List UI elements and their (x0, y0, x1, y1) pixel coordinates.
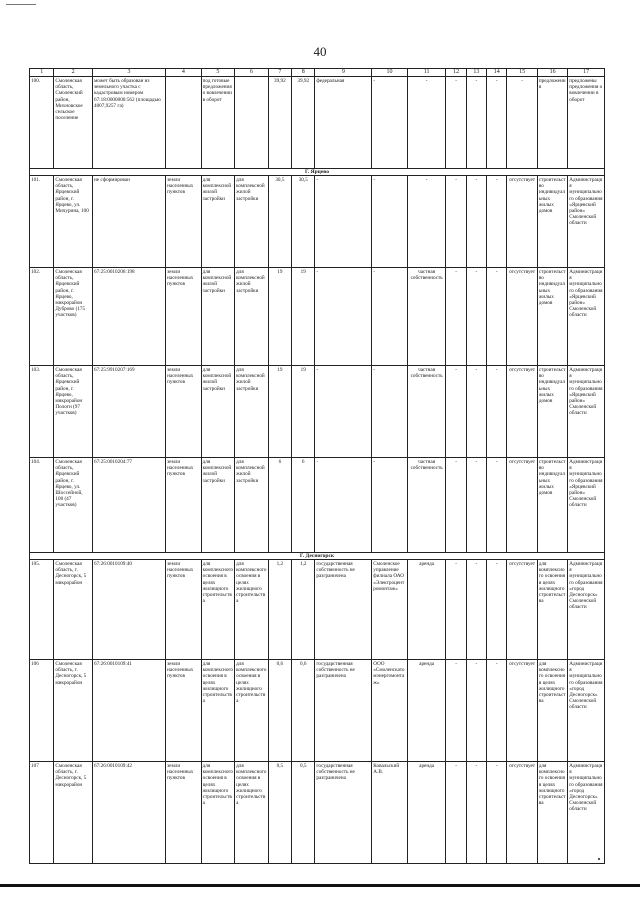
table-cell (166, 77, 202, 169)
table-cell: земли населенных пунктов (166, 366, 202, 458)
table-cell: для комплексного освоения в целях жилищного строительства (235, 560, 269, 660)
column-number-header: 7 (268, 69, 291, 77)
table-cell: 39,92 (292, 77, 315, 169)
table-cell: для комплексного освоения в целях жилищного строительства (537, 762, 567, 864)
table-cell: 39,92 (268, 77, 291, 169)
table-cell: - (487, 560, 507, 660)
column-number-header: 14 (487, 69, 507, 77)
table-cell: Администрация муниципального образования «Ярцевский район» Смоленской области (568, 366, 605, 458)
table-cell: частная собственность (407, 366, 446, 458)
section-heading-row (30, 553, 605, 560)
table-cell: - (407, 176, 446, 268)
column-number-header: 2 (54, 69, 93, 77)
table-cell: 107 (30, 762, 54, 864)
table-cell: для комплексного освоения в целях жилищного строительства (537, 560, 567, 660)
column-number-header: 3 (92, 69, 165, 77)
table-cell: - (372, 268, 408, 366)
table-cell: отсутствует (507, 366, 537, 458)
column-number-header: 10 (372, 69, 408, 77)
table-cell: 6 (292, 458, 315, 553)
table-cell: - (487, 77, 507, 169)
table-cell: 19 (292, 366, 315, 458)
table-cell: Смоленская область, г. Десногорск, 5 микрорайон (54, 762, 93, 864)
table-cell: - (446, 762, 466, 864)
table-cell: частная собственность (407, 268, 446, 366)
table-cell: федеральная (315, 77, 372, 169)
column-number-header: 16 (537, 69, 567, 77)
table-cell: для комплексной жилой застройки (235, 458, 269, 553)
table-cell (235, 77, 269, 169)
table-cell: для комплексной жилой застройки (235, 176, 269, 268)
table-cell: - (466, 77, 486, 169)
table-cell: предложены предложения о вовлечении в оборот (568, 77, 605, 169)
table-cell: - (446, 176, 466, 268)
table-cell: - (466, 268, 486, 366)
table-cell: Администрация муниципального образования «Ярцевский район» Смоленской области (568, 458, 605, 553)
table-cell: для комплексной жилой застройки (201, 458, 235, 553)
table-cell: земли населенных пунктов (166, 560, 202, 660)
table-cell: 105. (30, 560, 54, 660)
table-cell: Администрация муниципального образования «Ярцевский район» Смоленской области (568, 268, 605, 366)
table-cell: - (446, 366, 466, 458)
table-cell: 0,5 (268, 762, 291, 864)
table-cell: - (507, 77, 537, 169)
table-cell: - (466, 762, 486, 864)
table-cell: для комплексной жилой застройки (201, 268, 235, 366)
column-number-header: 11 (407, 69, 446, 77)
table-cell: для комплексного освоения в целях жилищного строительства (201, 560, 235, 660)
table-cell: - (487, 762, 507, 864)
table-cell: - (315, 176, 372, 268)
column-number-header: 1 (30, 69, 54, 77)
table-cell: Смоленская область, г. Десногорск, 5 микрорайон (54, 560, 93, 660)
table-cell: отсутствует (507, 660, 537, 762)
section-title: Г. Ярцево (30, 169, 605, 176)
table-cell: для комплексного освоения в целях жилищного строительства (235, 660, 269, 762)
column-number-header: 13 (466, 69, 486, 77)
column-number-header: 15 (507, 69, 537, 77)
table-cell: Смоленская область, Ярцевский район, г. Ярцево, ул. Шоссейной, 100 (47 участков) (54, 458, 93, 553)
column-number-header: 8 (292, 69, 315, 77)
table-cell: Смоленская область, Ярцевский район, г. Ярцево, микрорайон Пологи (97 участков) (54, 366, 93, 458)
table-cell: государственная собственность не разграничена (315, 560, 372, 660)
section-title: Г. Десногорск (30, 553, 605, 560)
table-cell: - (446, 660, 466, 762)
table-cell: 104. (30, 458, 54, 553)
table-cell: 19 (292, 268, 315, 366)
table-cell: отсутствует (507, 458, 537, 553)
table-cell: Администрация муниципального образования «город Десногорск» Смоленской области (568, 660, 605, 762)
table-cell: - (446, 268, 466, 366)
table-cell: отсутствует (507, 268, 537, 366)
scan-dot (598, 858, 600, 860)
table-cell: 30,5 (268, 176, 291, 268)
column-number-header: 12 (446, 69, 466, 77)
table-cell: - (372, 176, 408, 268)
column-number-header: 4 (166, 69, 202, 77)
table-cell: 0,6 (292, 660, 315, 762)
table-cell: под готовые предложения о вовлечении в оборот (201, 77, 235, 169)
table-cell: строительство индивидуальных жилых домов (537, 458, 567, 553)
table-cell: Администрация муниципального образования «Ярцевский район» Смоленской области (568, 176, 605, 268)
table-cell: предложения (537, 77, 567, 169)
column-number-header: 17 (568, 69, 605, 77)
table-cell: Смоленское управление филиала ОАО «Электроцентромонтаж» (372, 560, 408, 660)
table-cell: 1,2 (292, 560, 315, 660)
table-cell: для комплексного освоения в целях жилищного строительства (235, 762, 269, 864)
table-cell: частная собственность (407, 458, 446, 553)
table-cell: для комплексной жилой застройки (235, 366, 269, 458)
table-cell: Ковальский А.В. (372, 762, 408, 864)
table-cell: - (487, 660, 507, 762)
table-cell: земли населенных пунктов (166, 660, 202, 762)
table-header-row (30, 69, 605, 77)
table-cell: государственная собственность не разграничена (315, 660, 372, 762)
table-row (30, 660, 605, 762)
table-cell: - (407, 77, 446, 169)
table-cell: - (466, 660, 486, 762)
table-cell: - (372, 366, 408, 458)
table-cell: отсутствует (507, 762, 537, 864)
table-cell: государственная собственность не разграничена (315, 762, 372, 864)
table-row (30, 458, 605, 553)
table-cell: - (446, 560, 466, 660)
table-cell: Смоленская область, Ярцевский район, г. Ярцево, микрорайон Дуброво (175 участков) (54, 268, 93, 366)
table-cell: 19 (268, 366, 291, 458)
table-cell: - (446, 458, 466, 553)
table-cell: 19 (268, 268, 291, 366)
table-cell: 67:25:0010204:77 (92, 458, 165, 553)
table-row (30, 268, 605, 366)
table-cell: 106 (30, 660, 54, 762)
table-cell: строительство индивидуальных жилых домов (537, 268, 567, 366)
table-cell: Администрация муниципального образования «город Десногорск» Смоленской области (568, 762, 605, 864)
table-cell: - (315, 268, 372, 366)
table-cell: - (446, 77, 466, 169)
table-cell: строительство индивидуальных жилых домов (537, 366, 567, 458)
table-cell: аренда (407, 560, 446, 660)
table-cell: 0,5 (292, 762, 315, 864)
table-cell: 67:25:9910207:169 (92, 366, 165, 458)
table-cell: Смоленская область, г. Десногорск, 5 микрорайон (54, 660, 93, 762)
column-number-header: 9 (315, 69, 372, 77)
table-cell: 102. (30, 268, 54, 366)
table-cell: земли населенных пунктов (166, 458, 202, 553)
table-cell: 67:26:0010109:41 (92, 660, 165, 762)
table-cell: строительство индивидуальных жилых домов (537, 176, 567, 268)
table-cell: 30,5 (292, 176, 315, 268)
table-cell: - (487, 176, 507, 268)
land-plots-table (29, 68, 605, 864)
table-cell: для комплексного освоения в целях жилищного строительства (201, 762, 235, 864)
table-cell: 67:26:0010109:40 (92, 560, 165, 660)
table-cell: 101. (30, 176, 54, 268)
page-number: 40 (313, 44, 327, 59)
table-cell: Смоленская область, Смоленский район, Михновское сельское поселение (54, 77, 93, 169)
table-cell: отсутствует (507, 176, 537, 268)
table-cell: земли населенных пунктов (166, 762, 202, 864)
table-cell: 6 (268, 458, 291, 553)
table-cell: - (487, 268, 507, 366)
section-heading-row (30, 169, 605, 176)
top-edge-mark (6, 4, 36, 5)
table-row (30, 762, 605, 864)
table-cell: для комплексной жилой застройки (201, 176, 235, 268)
table-cell: 103. (30, 366, 54, 458)
table-cell: - (466, 366, 486, 458)
table-cell: - (487, 366, 507, 458)
table-cell: - (466, 176, 486, 268)
table-cell: 67:25:0010206:198 (92, 268, 165, 366)
table-cell: не сформирован (92, 176, 165, 268)
table-cell: - (466, 458, 486, 553)
table-cell: Администрация муниципального образования «город Десногорск» Смоленской области (568, 560, 605, 660)
table-row (30, 176, 605, 268)
table-cell: аренда (407, 660, 446, 762)
bottom-border-line (0, 884, 640, 887)
column-number-header: 5 (201, 69, 235, 77)
table-cell: Смоленская область, Ярцевский район, г. Ярцево, ул. Мичурина, 100 (54, 176, 93, 268)
table-cell: ООО «Смоленскатомэнергомонтаж» (372, 660, 408, 762)
table-cell: может быть образован из земельного участка с кадастровым номером 67:18:0000000:562 (площадью 4007,9257 га) (92, 77, 165, 169)
table-cell: - (315, 458, 372, 553)
table-cell: земли населенных пунктов (166, 268, 202, 366)
table-cell: аренда (407, 762, 446, 864)
table-cell: - (315, 366, 372, 458)
table-cell: 100. (30, 77, 54, 169)
table-cell: земли населенных пунктов (166, 176, 202, 268)
table-cell: 67:26:0010109:42 (92, 762, 165, 864)
table-cell: - (487, 458, 507, 553)
table-cell: для комплексного освоения в целях жилищного строительства (537, 660, 567, 762)
table-cell: - (466, 560, 486, 660)
table-cell: - (372, 77, 408, 169)
table-row (30, 77, 605, 169)
table-row (30, 560, 605, 660)
table-cell: 0,6 (268, 660, 291, 762)
table-cell: - (372, 458, 408, 553)
table-cell: 1,2 (268, 560, 291, 660)
table-cell: для комплексной жилой застройки (235, 268, 269, 366)
table-cell: для комплексного освоения в целях жилищного строительства (201, 660, 235, 762)
table-cell: отсутствует (507, 560, 537, 660)
column-number-header: 6 (235, 69, 269, 77)
table-cell: для комплексной жилой застройки (201, 366, 235, 458)
table-row (30, 366, 605, 458)
